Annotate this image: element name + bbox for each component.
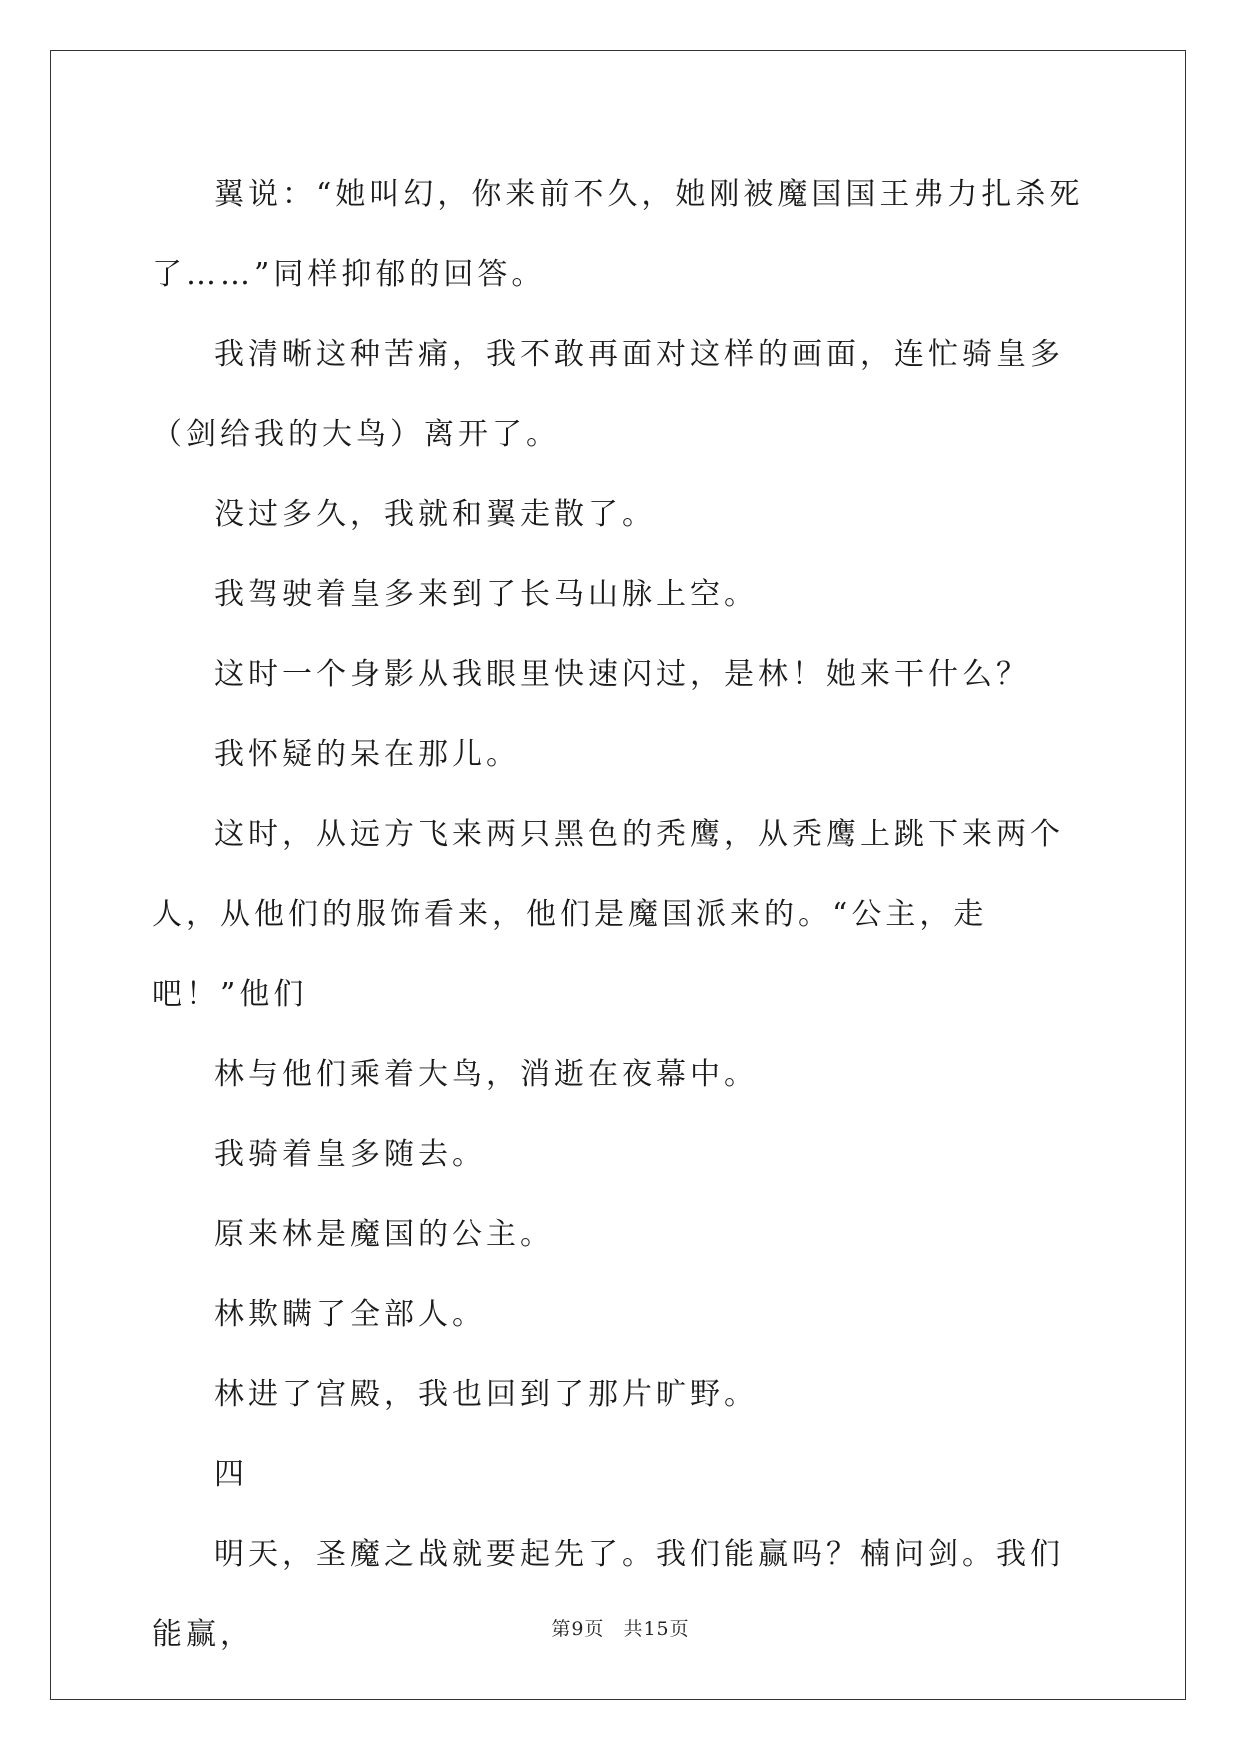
paragraph: 明天，圣魔之战就要起先了。我们能赢吗？楠问剑。我们能赢， (152, 1537, 1064, 1652)
paragraph: 我骑着皇多随去。 (214, 1137, 486, 1172)
paragraph: 我驾驶着皇多来到了长马山脉上空。 (214, 577, 758, 612)
paragraph: 林与他们乘着大鸟，消逝在夜幕中。 (214, 1057, 758, 1092)
paragraph: 原来林是魔国的公主。 (214, 1217, 554, 1252)
section-heading: 四 (214, 1457, 248, 1492)
paragraph: 林欺瞒了全部人。 (214, 1297, 486, 1332)
paragraph: 翼说：“她叫幻，你来前不久，她刚被魔国国王弗力扎杀死了……”同样抑郁的回答。 (152, 177, 1084, 292)
page-number: 第9页 (551, 1618, 605, 1640)
paragraph: 林进了宫殿，我也回到了那片旷野。 (214, 1377, 758, 1412)
paragraph: 我怀疑的呆在那儿。 (214, 737, 520, 772)
paragraph: 我清晰这种苦痛，我不敢再面对这样的画面，连忙骑皇多（剑给我的大鸟）离开了。 (152, 337, 1064, 452)
document-body (152, 155, 1092, 1675)
page-footer (0, 1614, 1241, 1641)
paragraph: 没过多久，我就和翼走散了。 (214, 497, 656, 532)
paragraph: 这时一个身影从我眼里快速闪过，是林！她来干什么？ (214, 657, 1030, 692)
page-total: 共15页 (623, 1618, 690, 1640)
paragraph: 这时，从远方飞来两只黑色的秃鹰，从秃鹰上跳下来两个人，从他们的服饰看来，他们是魔国派来的。“公主，走吧！”他们 (152, 817, 1064, 1012)
